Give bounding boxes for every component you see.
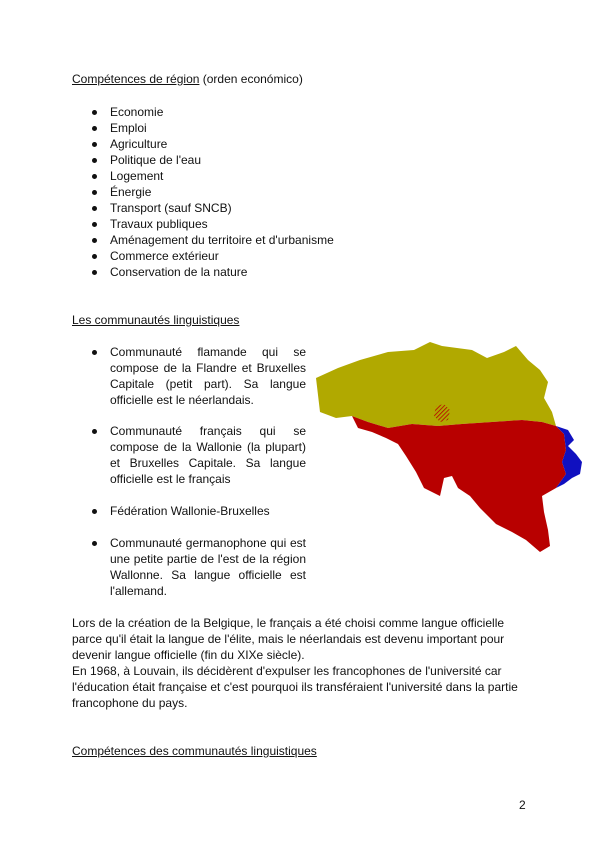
- history-paragraphs: [72, 615, 530, 711]
- section-title: Compétences de région: [72, 72, 200, 86]
- page-number: 2: [519, 798, 526, 812]
- wallonia-region: [352, 416, 566, 552]
- list-item: Transport (sauf SNCB): [74, 200, 334, 216]
- section-heading-region: [72, 71, 303, 87]
- list-item: Commerce extérieur: [74, 248, 334, 264]
- community-text: Communauté français qui se compose de la Wallonie (la plupart) et Bruxelles Capitale. Sa langue officielle est le français: [110, 424, 306, 486]
- community-text: Communauté germanophone qui est une petite partie de l'est de la région Wallonne. Sa langue officielle est l'allemand.: [110, 536, 306, 598]
- bullet-icon: [92, 509, 97, 514]
- list-item: Emploi: [74, 120, 334, 136]
- paragraph: Lors de la création de la Belgique, le français a été choisi comme langue officielle parce qu'il était la langue de l'élite, mais le néerlandais est devenu important pour devenir langue officielle (fin du XIXe siècle).: [72, 616, 505, 662]
- list-item: Logement: [74, 168, 334, 184]
- section-subtitle: (orden económico): [202, 72, 303, 86]
- list-item: Énergie: [74, 184, 334, 200]
- list-item: Aménagement du territoire et d'urbanisme: [74, 232, 334, 248]
- belgium-map: [312, 338, 590, 560]
- section-title-community-competences: Compétences des communautés linguistiques: [72, 744, 317, 758]
- bullet-icon: [92, 350, 97, 355]
- list-item: Politique de l'eau: [74, 152, 334, 168]
- community-item-federation: [74, 503, 306, 519]
- paragraph: En 1968, à Louvain, ils décidèrent d'expulser les francophones de l'université car l'éducation était française et c'est pourquoi ils transféraient l'université dans la partie francophone du pays.: [72, 664, 518, 710]
- bullet-icon: [92, 429, 97, 434]
- list-item: Conservation de la nature: [74, 264, 334, 280]
- community-text: Communauté flamande qui se compose de la Flandre et Bruxelles Capitale (petit part). Sa langue officielle est le néerlandais.: [110, 345, 306, 407]
- list-item: Agriculture: [74, 136, 334, 152]
- community-item-flemish: [74, 344, 306, 408]
- region-competences-list: [74, 104, 334, 280]
- section-title-communities: Les communautés linguistiques: [72, 313, 240, 327]
- list-item: Economie: [74, 104, 334, 120]
- bullet-icon: [92, 541, 97, 546]
- community-item-german: [74, 535, 306, 599]
- community-text: Fédération Wallonie-Bruxelles: [110, 504, 270, 518]
- community-item-french: [74, 423, 306, 487]
- list-item: Travaux publiques: [74, 216, 334, 232]
